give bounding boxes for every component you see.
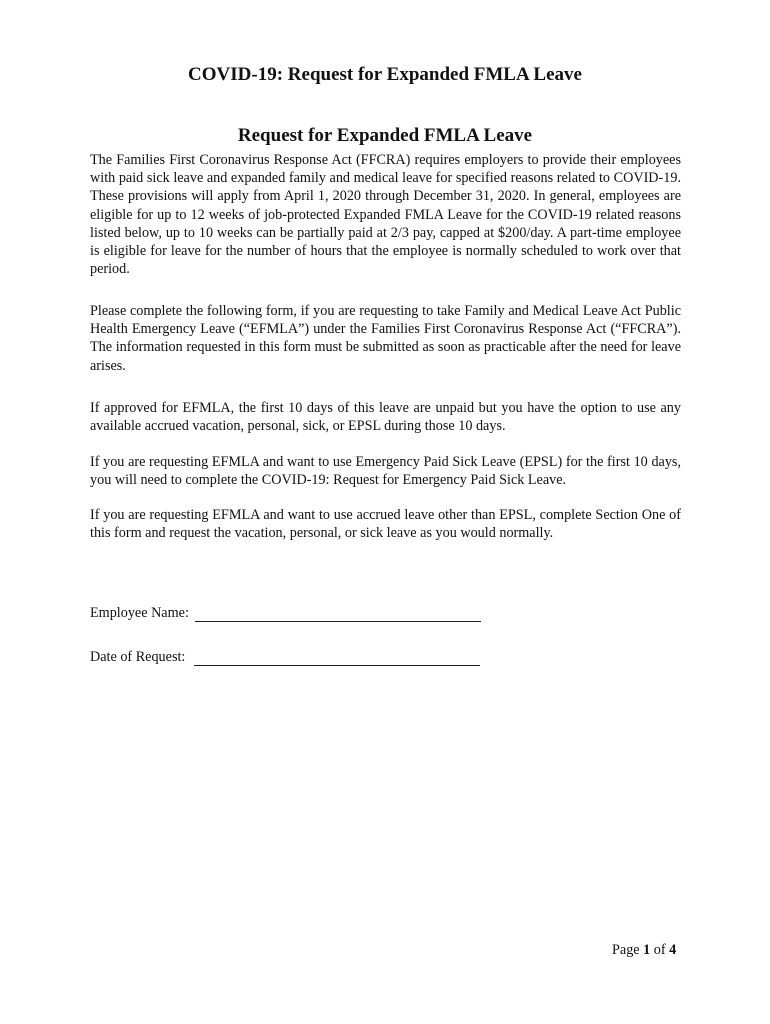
total-pages-number: 4 xyxy=(669,942,677,958)
employee-name-label: Employee Name: xyxy=(90,605,189,621)
form-instructions-paragraph: Please complete the following form, if you are requesting to take Family and Medical Leave Act Public Health Emergency Leave (“EFMLA”) under the Families First Coronavirus Response Act (“FFCRA”). The information requested in this form must be submitted as soon as practicable after the need for leave arises. xyxy=(90,303,681,374)
of-word: of xyxy=(653,942,666,958)
epsl-paragraph: If you are requesting EFMLA and want to use Emergency Paid Sick Leave (EPSL) for the first 10 days, you will need to complete the COVID-19: Request for Emergency Paid Sick Leave. xyxy=(90,454,681,489)
date-of-request-field[interactable] xyxy=(194,650,480,666)
accrued-leave-paragraph: If you are requesting EFMLA and want to use accrued leave other than EPSL, complete Section One of this form and request the vacation, personal, or sick leave as you would normally. xyxy=(90,507,681,542)
page-word: Page xyxy=(612,942,640,958)
date-of-request-row xyxy=(90,648,480,666)
employee-name-row xyxy=(90,604,481,622)
current-page-number: 1 xyxy=(643,942,651,958)
document-title: COVID-19: Request for Expanded FMLA Leave xyxy=(188,64,582,85)
employee-name-field[interactable] xyxy=(195,606,481,622)
section-heading: Request for Expanded FMLA Leave xyxy=(237,125,533,146)
approved-paragraph: If approved for EFMLA, the first 10 days of this leave are unpaid but you have the option to use any available accrued vacation, personal, sick, or EPSL during those 10 days. xyxy=(90,400,681,435)
intro-paragraph: The Families First Coronavirus Response Act (FFCRA) requires employers to provide their employees with paid sick leave and expanded family and medical leave for specified reasons related to COVID-19. These provisions will apply from April 1, 2020 through December 31, 2020. In general, employees are eligible for up to 12 weeks of job-protected Expanded FMLA Leave for the COVID-19 related reasons listed below, up to 10 weeks can be partially paid at 2/3 pay, capped at $200/day. A part-time employee is eligible for leave for the number of hours that the employee is normally scheduled to work over that period. xyxy=(90,152,681,278)
page-number xyxy=(612,942,676,959)
date-of-request-label: Date of Request: xyxy=(90,649,186,665)
